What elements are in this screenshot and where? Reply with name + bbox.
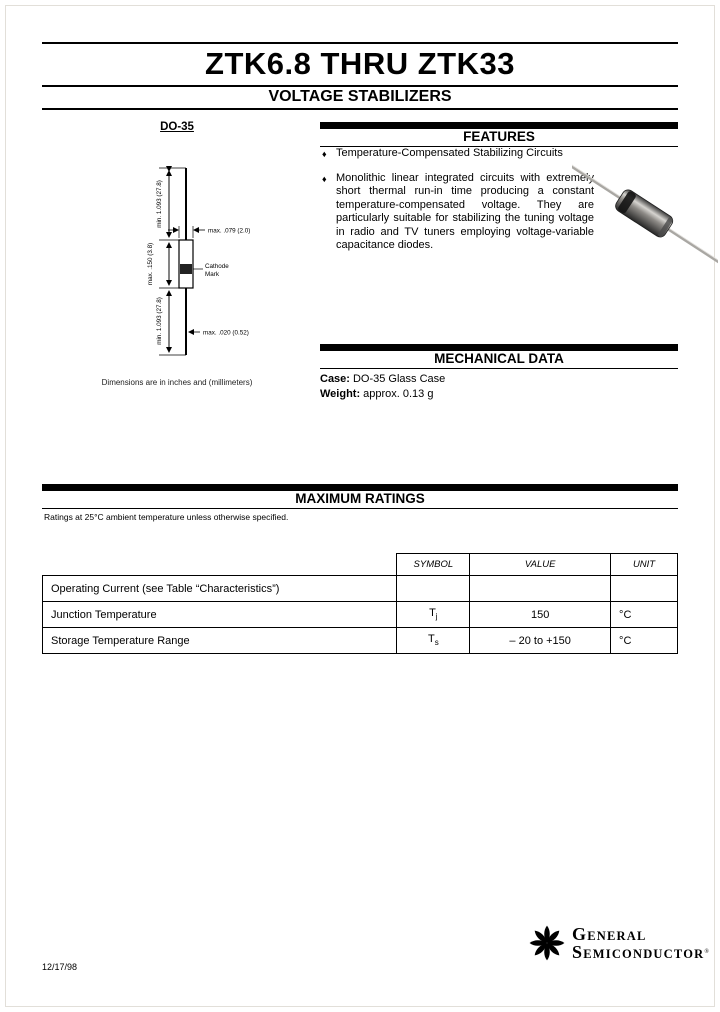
mechanical-header: MECHANICAL DATA — [434, 351, 564, 366]
cell-value — [470, 576, 611, 602]
dim-label-top-lead: min. 1.093 (27.8) — [156, 180, 163, 228]
revision-date: 12/17/98 — [42, 962, 78, 972]
header-rule-mid — [42, 85, 678, 87]
case-label: Case: — [320, 373, 350, 385]
gs-starburst-icon — [528, 924, 566, 962]
cell-symbol — [397, 576, 470, 602]
cathode-band — [180, 264, 192, 274]
weight-label: Weight: — [320, 388, 361, 400]
features-header: FEATURES — [463, 129, 535, 144]
manufacturer-logo — [528, 924, 709, 962]
ratings-bar — [42, 484, 678, 491]
table-row — [43, 602, 678, 628]
header-param — [43, 554, 397, 576]
mechanical-bar — [320, 344, 678, 351]
header-rule-bottom — [42, 108, 678, 110]
logo-line-1: GENERAL — [572, 923, 647, 944]
header-unit: UNIT — [611, 554, 678, 576]
cell-symbol — [397, 628, 470, 654]
cell-symbol — [397, 602, 470, 628]
cell-unit: °C — [611, 602, 678, 628]
mechanical-rule — [320, 368, 678, 369]
symbol-sub: s — [434, 638, 439, 648]
table-header-row — [43, 554, 678, 576]
page-subtitle: VOLTAGE STABILIZERS — [268, 88, 452, 105]
cathode-label-line2: Mark — [205, 271, 219, 278]
symbol-main: T — [427, 633, 435, 646]
feature-item — [322, 172, 594, 253]
logo-line-2-text: SEMICONDUCTOR — [572, 942, 705, 962]
ratings-rule — [42, 508, 678, 509]
ratings-table — [42, 553, 678, 654]
cell-param: Operating Current (see Table “Characteristics”) — [43, 576, 397, 602]
table-row — [43, 576, 678, 602]
dimension-note: Dimensions are in inches and (millimeters) — [101, 378, 253, 387]
page-title: ZTK6.8 THRU ZTK33 — [205, 46, 515, 81]
features-bar — [320, 122, 678, 129]
package-outline-drawing — [42, 148, 312, 374]
header-rule-top — [42, 42, 678, 44]
registered-mark-icon: ® — [704, 948, 709, 955]
logo-line-2 — [572, 943, 709, 961]
case-line — [320, 372, 678, 386]
weight-line — [320, 387, 678, 401]
dim-label-body-diameter: max. .079 (2.0) — [208, 227, 251, 235]
package-label: DO-35 — [160, 121, 194, 133]
cathode-label-line1: Cathode — [205, 263, 229, 270]
ratings-note: Ratings at 25°C ambient temperature unless otherwise specified. — [44, 512, 289, 522]
feature-text: Monolithic linear integrated circuits with extremely short thermal run-in time producing a constant temperature-compensated voltage. They are particularly suitable for stabilizing the tuning voltage in radio and TV tuners employing voltage-variable capacitance diodes. — [336, 171, 594, 251]
diode-photo — [572, 158, 718, 270]
ratings-header: MAXIMUM RATINGS — [295, 491, 425, 506]
header-value: VALUE — [470, 554, 611, 576]
cell-unit — [611, 576, 678, 602]
weight-value: approx. 0.13 g — [363, 388, 434, 400]
feature-text: Temperature-Compensated Stabilizing Circuits — [336, 147, 563, 159]
cell-value: 150 — [470, 602, 611, 628]
header-symbol: SYMBOL — [397, 554, 470, 576]
cell-param: Storage Temperature Range — [43, 628, 397, 654]
symbol-sub: j — [435, 612, 438, 622]
dim-label-lead-diameter: max. .020 (0.52) — [203, 329, 249, 337]
diode-photo-group — [572, 158, 718, 270]
symbol-main: T — [429, 607, 436, 620]
dim-label-body-length: max. .150 (3.8) — [147, 242, 154, 286]
diamond-bullet-icon: ♦ — [322, 173, 327, 184]
cell-value: – 20 to +150 — [470, 628, 611, 654]
cell-unit: °C — [611, 628, 678, 654]
table-row — [43, 628, 678, 654]
dim-label-bottom-lead: min. 1.093 (27.8) — [156, 297, 163, 345]
diamond-bullet-icon: ♦ — [322, 149, 327, 159]
case-value: DO-35 Glass Case — [352, 373, 446, 385]
cell-param: Junction Temperature — [43, 602, 397, 628]
logo-text — [572, 925, 709, 962]
